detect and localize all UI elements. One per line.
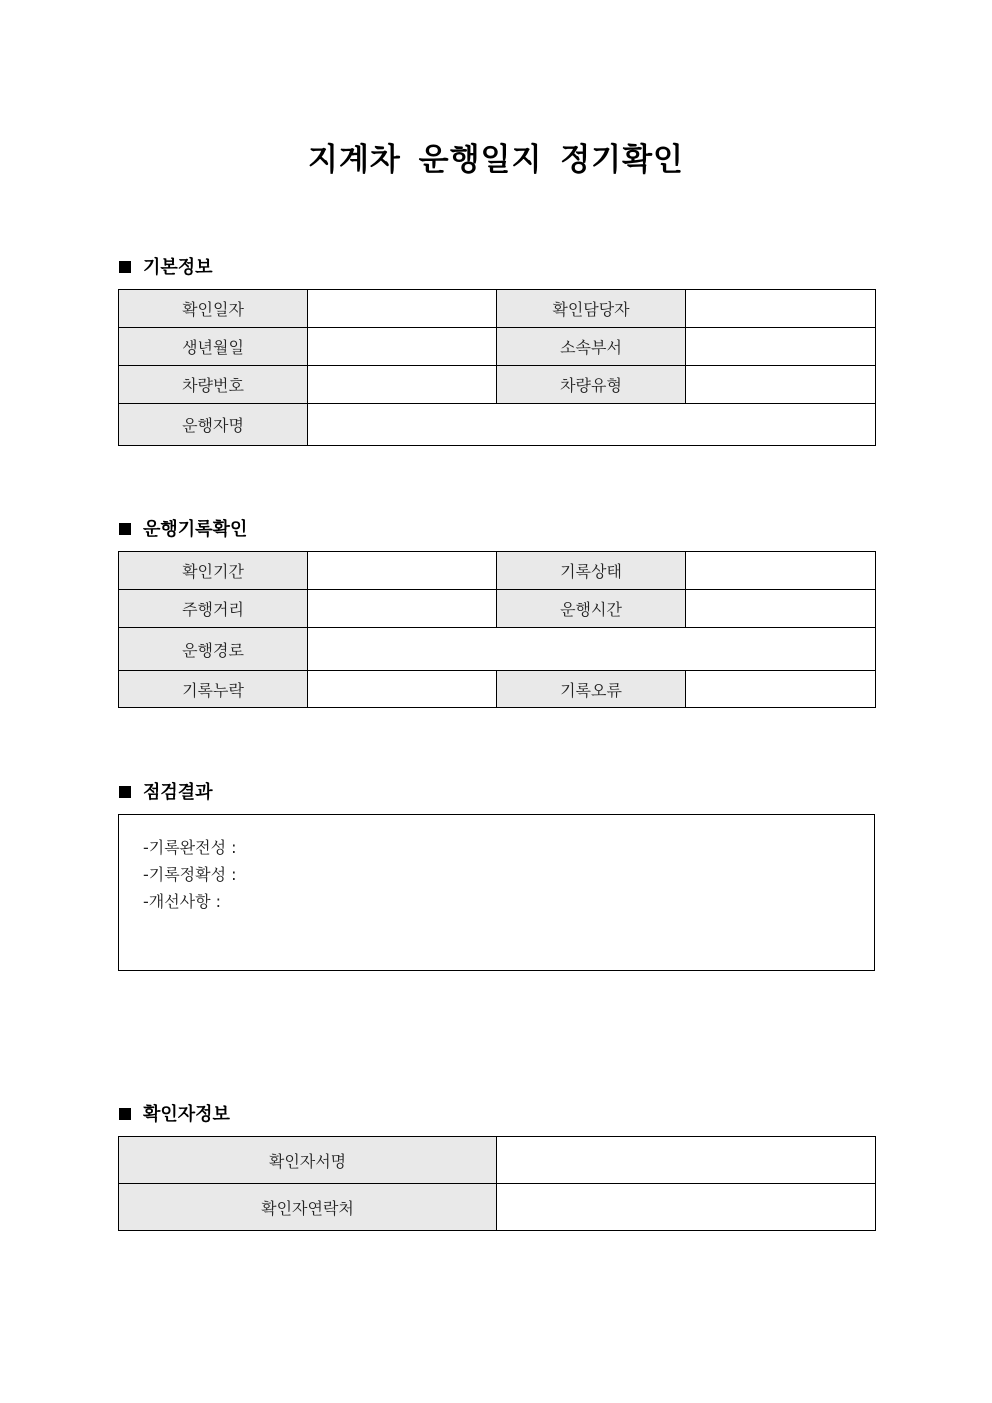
- section-heading-basic: [119, 253, 213, 279]
- section-heading-result-label: 점검결과: [143, 782, 213, 803]
- table-row: [119, 1137, 876, 1184]
- label-cell: 운행자명: [119, 404, 308, 446]
- checker-in-charge-field[interactable]: [686, 290, 876, 328]
- table-row: [119, 290, 876, 328]
- label-cell: 운행시간: [497, 590, 686, 628]
- vehicle-type-field[interactable]: [686, 366, 876, 404]
- result-line-accuracy: -기록정확성 :: [143, 865, 237, 884]
- inspection-result-box[interactable]: [118, 814, 875, 971]
- table-row: [119, 628, 876, 671]
- section-heading-record: [119, 515, 247, 541]
- label-cell: 주행거리: [119, 590, 308, 628]
- checker-signature-field[interactable]: [497, 1137, 876, 1184]
- table-row: [119, 328, 876, 366]
- section-heading-checker: [119, 1100, 230, 1126]
- label-cell: 차량번호: [119, 366, 308, 404]
- square-bullet-icon: [119, 261, 131, 273]
- check-period-field[interactable]: [308, 552, 497, 590]
- check-date-field[interactable]: [308, 290, 497, 328]
- label-cell: 확인담당자: [497, 290, 686, 328]
- table-row: [119, 366, 876, 404]
- label-cell: 확인기간: [119, 552, 308, 590]
- label-cell: 기록상태: [497, 552, 686, 590]
- vehicle-number-field[interactable]: [308, 366, 497, 404]
- basic-info-table: [118, 289, 876, 446]
- table-row: [119, 404, 876, 446]
- square-bullet-icon: [119, 523, 131, 535]
- label-cell: 운행경로: [119, 628, 308, 671]
- record-status-field[interactable]: [686, 552, 876, 590]
- record-error-field[interactable]: [686, 671, 876, 708]
- route-field[interactable]: [308, 628, 876, 671]
- label-cell: 확인일자: [119, 290, 308, 328]
- section-heading-record-label: 운행기록확인: [143, 519, 248, 540]
- section-heading-basic-label: 기본정보: [143, 257, 213, 278]
- square-bullet-icon: [119, 1108, 131, 1120]
- checker-info-table: [118, 1136, 876, 1231]
- label-cell: 차량유형: [497, 366, 686, 404]
- birth-date-field[interactable]: [308, 328, 497, 366]
- label-cell: 확인자서명: [119, 1137, 497, 1184]
- section-heading-result: [119, 778, 213, 804]
- driver-name-field[interactable]: [308, 404, 876, 446]
- label-cell: 기록누락: [119, 671, 308, 708]
- table-row: [119, 590, 876, 628]
- label-cell: 기록오류: [497, 671, 686, 708]
- table-row: [119, 552, 876, 590]
- record-missing-field[interactable]: [308, 671, 497, 708]
- square-bullet-icon: [119, 786, 131, 798]
- checker-contact-field[interactable]: [497, 1184, 876, 1231]
- table-row: [119, 671, 876, 708]
- result-line-improvements: -개선사항 :: [143, 892, 222, 911]
- department-field[interactable]: [686, 328, 876, 366]
- label-cell: 소속부서: [497, 328, 686, 366]
- table-row: [119, 1184, 876, 1231]
- result-line-completeness: -기록완전성 :: [143, 838, 237, 857]
- page-title: 지계차 운행일지 정기확인: [308, 142, 684, 178]
- record-check-table: [118, 551, 876, 708]
- mileage-field[interactable]: [308, 590, 497, 628]
- section-heading-checker-label: 확인자정보: [143, 1104, 230, 1125]
- label-cell: 생년월일: [119, 328, 308, 366]
- label-cell: 확인자연락처: [119, 1184, 497, 1231]
- operating-time-field[interactable]: [686, 590, 876, 628]
